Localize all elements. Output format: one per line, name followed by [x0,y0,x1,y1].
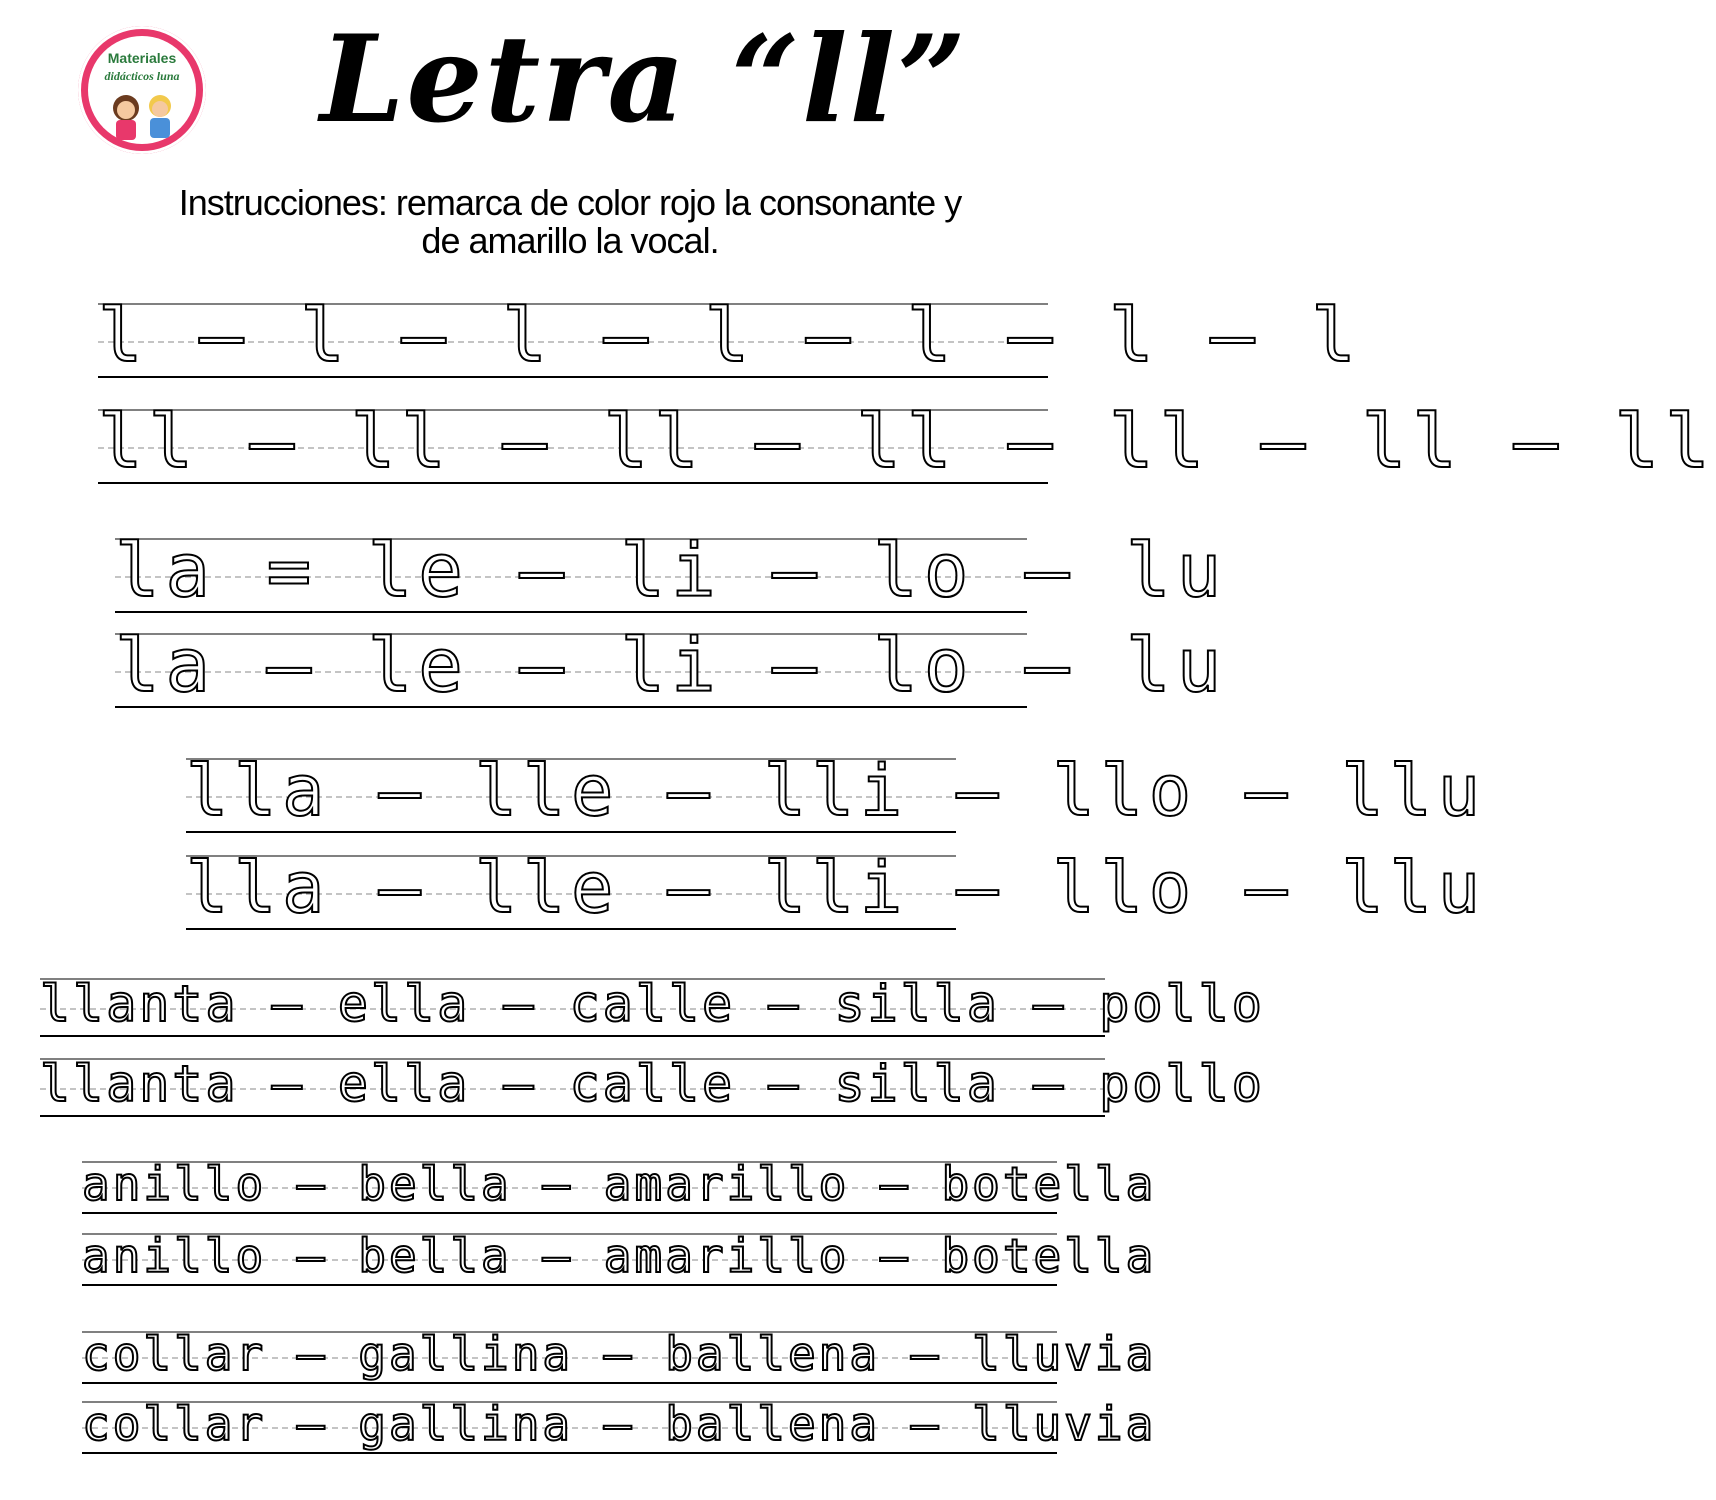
practice-row-12 [82,1397,1157,1476]
tracing-text: anillo – bella – amarillo – botella [82,1229,1157,1283]
logo-text-line1: Materiales [107,50,177,66]
practice-row-10 [82,1229,1157,1308]
tracing-text: lla – lle – lli – llo – llu [186,847,1486,929]
practice-row-7 [40,975,1265,1053]
tracing-text: llanta – ella – calle – silla – pollo [40,1055,1265,1113]
instructions [70,184,1070,260]
practice-row-5 [186,750,1486,833]
instructions-line2: de amarillo la vocal. [421,220,719,261]
page-title: Letra “ll” [320,9,969,150]
practice-row-9 [82,1157,1157,1236]
practice-row-8 [40,1055,1265,1133]
practice-row-4 [115,623,1228,709]
tracing-text: la = le – li – lo – lu [115,528,1228,614]
practice-row-6 [186,847,1486,930]
tracing-text: collar – gallina – ballena – lluvia [82,1327,1157,1381]
instructions-line1: Instrucciones: remarca de color rojo la consonante y [178,182,962,223]
tracing-text: collar – gallina – ballena – lluvia [82,1397,1157,1451]
logo-text-line2: didácticos luna [104,69,180,83]
brand-logo [78,20,206,162]
practice-row-1 [98,293,1362,379]
practice-row-2 [98,399,1716,485]
tracing-text: anillo – bella – amarillo – botella [82,1157,1157,1211]
tracing-text: la – le – li – lo – lu [115,623,1228,709]
tracing-text: llanta – ella – calle – silla – pollo [40,975,1265,1033]
tracing-text: l – l – l – l – l – l – l [98,293,1362,379]
practice-row-3 [115,528,1228,614]
tracing-text: ll – ll – ll – ll – ll – ll – ll [98,399,1716,485]
tracing-text: lla – lle – lli – llo – llu [186,750,1486,832]
